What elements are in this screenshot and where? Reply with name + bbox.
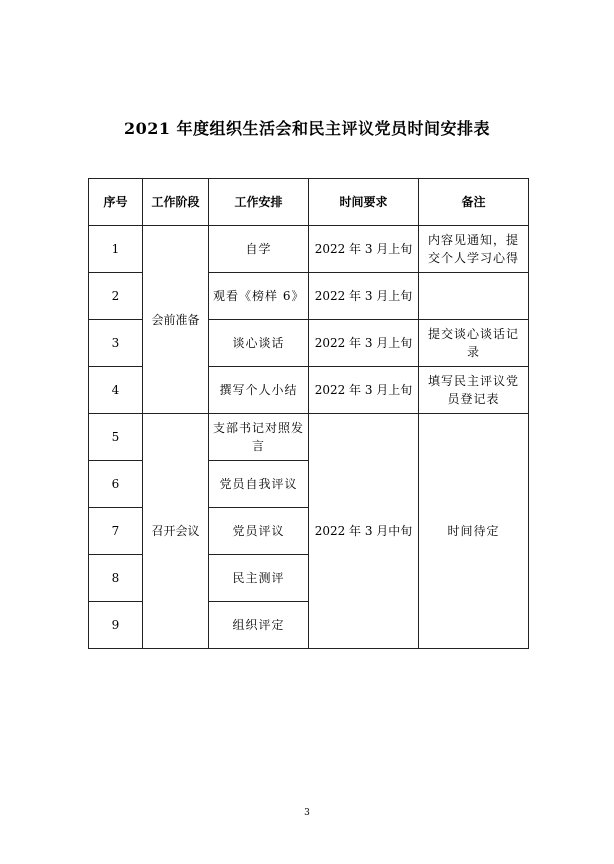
row-number: 9 (89, 602, 143, 649)
schedule-table (88, 178, 529, 649)
table-row (89, 414, 529, 461)
row-task: 党员自我评议 (209, 461, 309, 508)
row-time: 2022 年 3 月上旬 (309, 320, 419, 367)
meeting-time: 2022 年 3 月中旬 (309, 414, 419, 649)
stage-meeting: 召开会议 (143, 414, 209, 649)
row-task: 自学 (209, 226, 309, 273)
meeting-note: 时间待定 (419, 414, 529, 649)
row-note: 内容见通知，提交个人学习心得 (419, 226, 529, 273)
row-number: 4 (89, 367, 143, 414)
row-task: 谈心谈话 (209, 320, 309, 367)
row-task: 民主测评 (209, 555, 309, 602)
row-task: 观看《榜样 6》 (209, 273, 309, 320)
row-note: 提交谈心谈话记录 (419, 320, 529, 367)
row-number: 3 (89, 320, 143, 367)
row-task: 组织评定 (209, 602, 309, 649)
row-task: 撰写个人小结 (209, 367, 309, 414)
row-time: 2022 年 3 月上旬 (309, 273, 419, 320)
header-number: 序号 (89, 179, 143, 226)
row-note: 填写民主评议党员登记表 (419, 367, 529, 414)
row-task: 党员评议 (209, 508, 309, 555)
row-number: 5 (89, 414, 143, 461)
row-number: 7 (89, 508, 143, 555)
row-time: 2022 年 3 月上旬 (309, 367, 419, 414)
header-note: 备注 (419, 179, 529, 226)
row-note (419, 273, 529, 320)
page-number: 3 (304, 808, 310, 818)
header-task: 工作安排 (209, 179, 309, 226)
row-number: 2 (89, 273, 143, 320)
document-title: 2021 年度组织生活会和民主评议党员时间安排表 (123, 119, 491, 138)
row-time: 2022 年 3 月上旬 (309, 226, 419, 273)
stage-pre-meeting: 会前准备 (143, 226, 209, 414)
row-task: 支部书记对照发言 (209, 414, 309, 461)
table-row (89, 226, 529, 273)
row-number: 6 (89, 461, 143, 508)
header-time: 时间要求 (309, 179, 419, 226)
table-header-row (89, 179, 529, 226)
row-number: 1 (89, 226, 143, 273)
row-number: 8 (89, 555, 143, 602)
header-stage: 工作阶段 (143, 179, 209, 226)
